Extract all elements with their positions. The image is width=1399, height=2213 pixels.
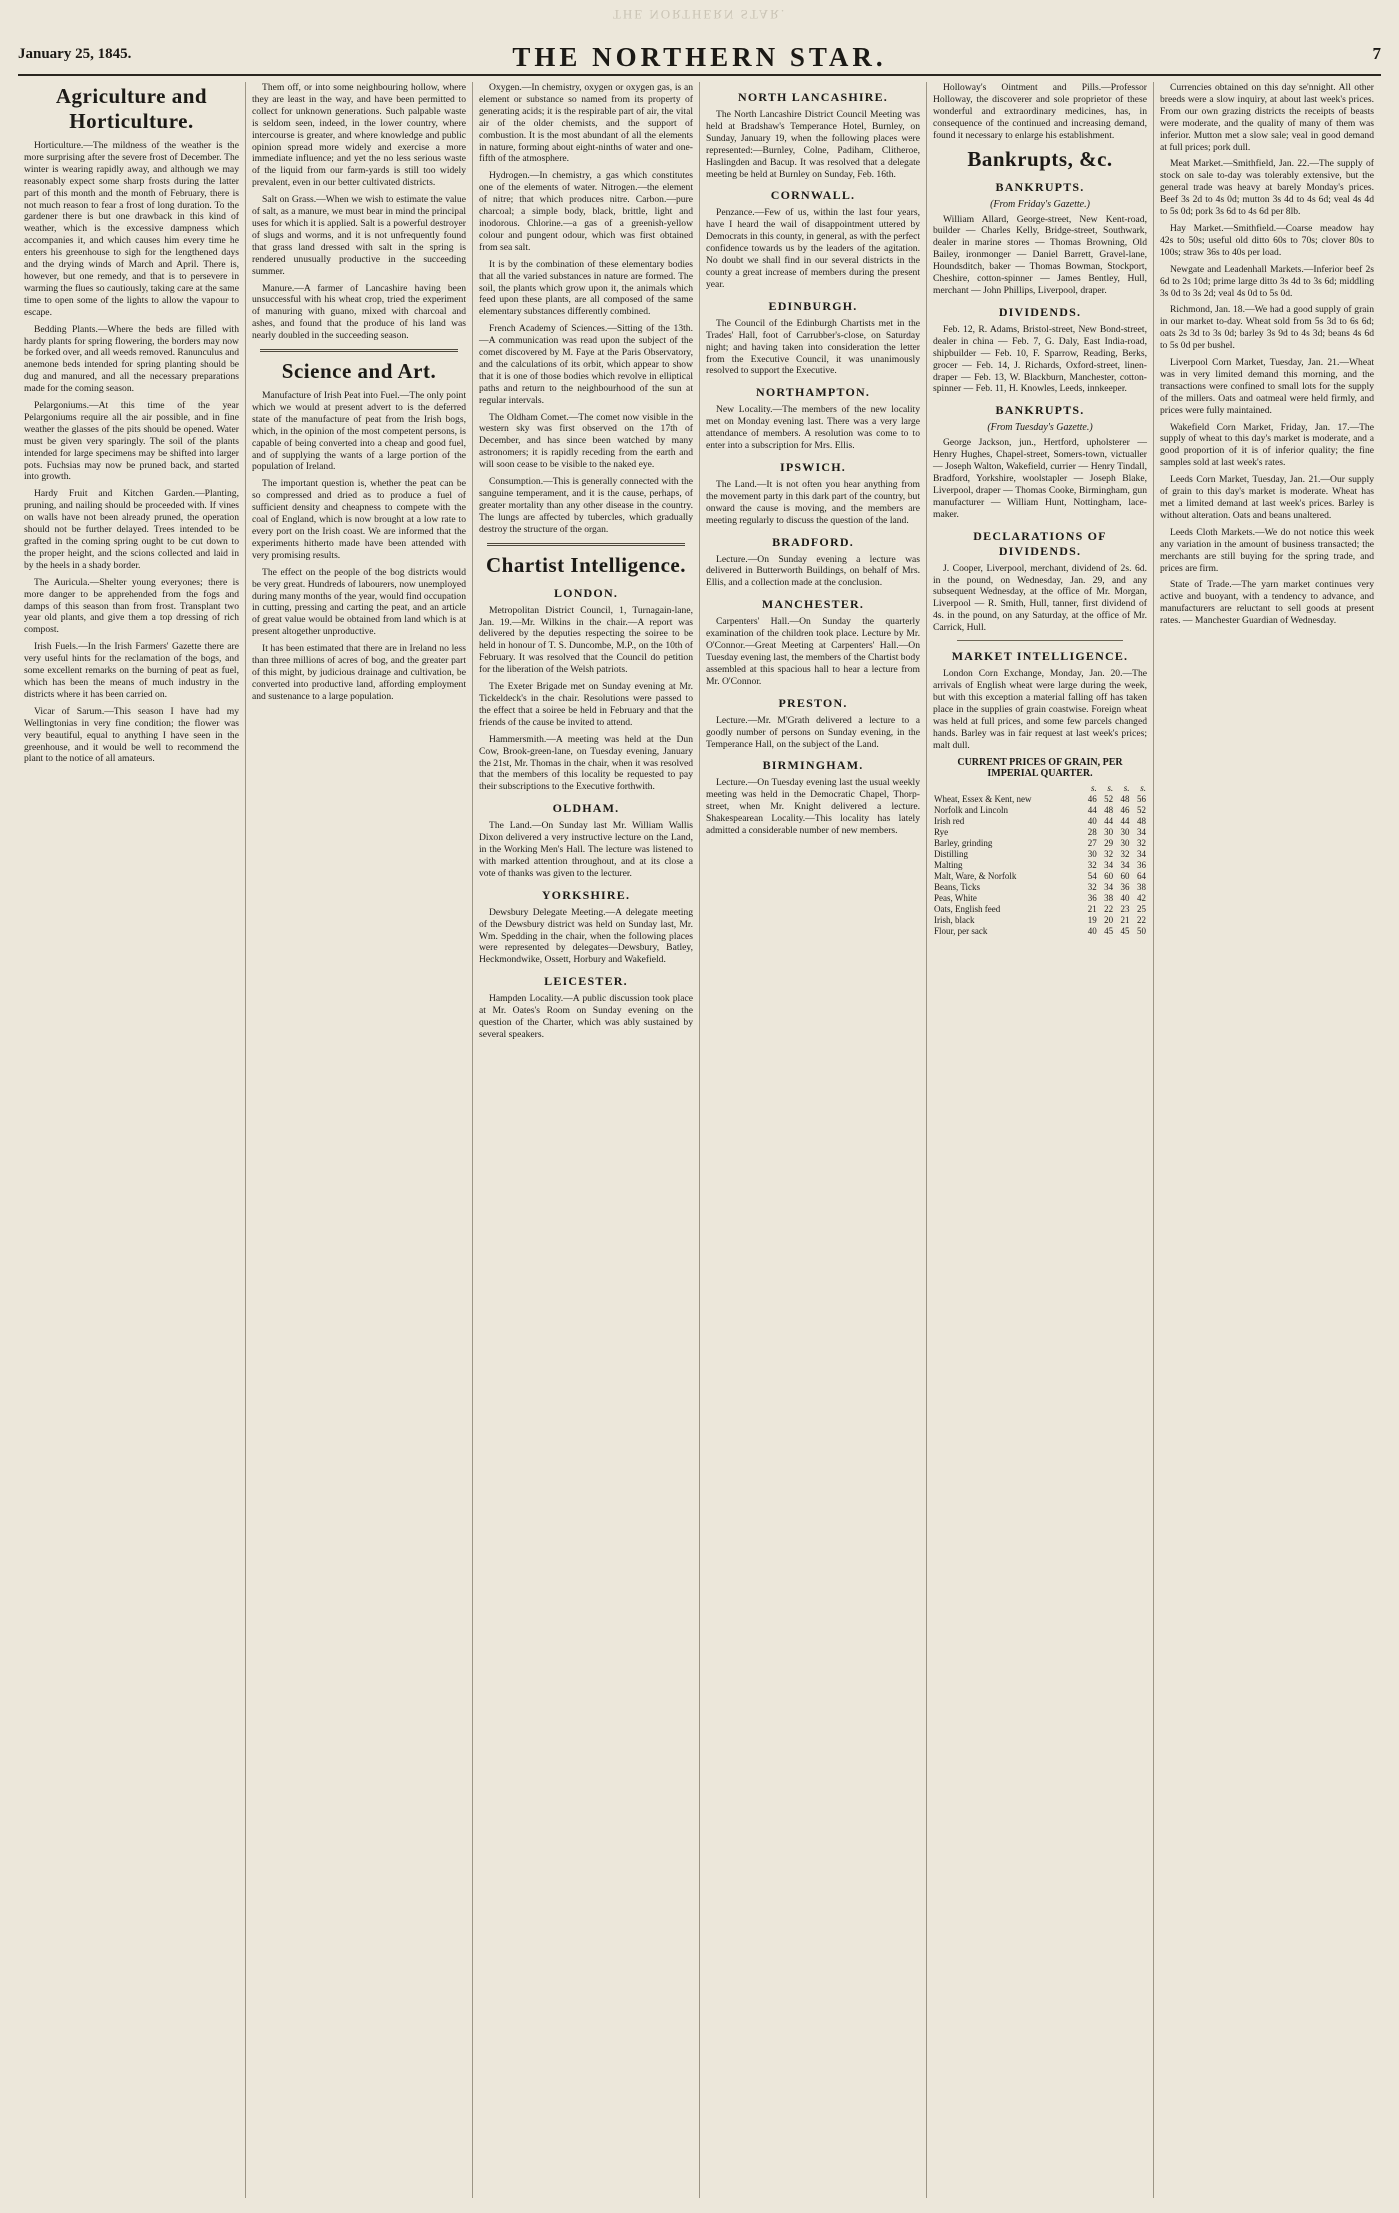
price-cell: 34 (1104, 860, 1114, 871)
article-paragraph: J. Cooper, Liverpool, merchant, dividend of 2s. 6d. in the pound, on Wednesday, Jan. 29, and any subsequent Wednesday, at the office of Mr. Morgan, Liverpool — R. Smith, Hull, tanner, first dividend of 4s. in the pound, on any Saturday, at the office of Mr. Carrick, Hull. (933, 562, 1147, 634)
table-row (933, 926, 1147, 937)
heading-bradford: BRADFORD. (772, 534, 854, 549)
masthead (18, 40, 1381, 76)
price-cell: 32 (1137, 838, 1146, 849)
grain-prices-table (933, 782, 1147, 937)
grain-name-cell: Irish red (934, 816, 965, 827)
heading-bankrupts: BANKRUPTS. (995, 179, 1085, 194)
article-paragraph: Hampden Locality.—A public discussion took place at Mr. Oates's Room on Sunday evening on the question of the Charter, which was ably sustained by several speakers. (479, 993, 693, 1040)
article-paragraph: The effect on the people of the bog districts would be very great. Hundreds of labourers, now unemployed during many months of the year, would find occupation in cutting, pressing and carting the peat, and an article of great value would be obtained from land which is at present altogether unproductive. (252, 566, 466, 638)
article-paragraph: New Locality.—The members of the new locality met on Monday evening last. There was a very large attendance of members. A resolution was come to to enter into a subscription for Mrs. Ellis. (706, 404, 920, 452)
article-paragraph: Salt on Grass.—When we wish to estimate the value of salt, as a manure, we must bear in mind the principal uses for which it is applied. Salt is a powerful destroyer of slugs and worms, and it is not unfrequently found that grass land dressed with salt in the spring is rendered unusually productive in the succeeding summer. (252, 194, 466, 277)
price-cell: 48 (1104, 805, 1114, 816)
article-paragraph: The Land.—It is not often you hear anything from the movement party in this dark part of the country, but onward the cause is moving, and the members are meeting regularly to discuss the question of the land. (706, 478, 920, 526)
table-row (933, 794, 1147, 805)
article-paragraph: Meat Market.—Smithfield, Jan. 22.—The supply of stock on sale to-day was tolerably extensive, but the general trade was heavy at barely Monday's prices. Beef 3s 2d to 4s 0d; mutton 3s 4d to 4s 6d; veal 4s 4d to 5s 0d; pork 3s 6d to 4s 6d per 8lb. (1160, 158, 1374, 218)
rule-divider (957, 640, 1123, 641)
price-cell: 30 (1120, 827, 1130, 838)
price-cell: 60 (1104, 871, 1114, 882)
article-paragraph: Newgate and Leadenhall Markets.—Inferior beef 2s 6d to 2s 10d; prime large ditto 3s 4d to 3s 6d; middling 3s 0d to 3s 2d; veal 4s 0d to 5s 0d. (1160, 263, 1374, 299)
price-cell: 34 (1137, 827, 1146, 838)
column-5 (926, 82, 1153, 2198)
table-row (933, 860, 1147, 871)
article-paragraph: Consumption.—This is generally connected with the sanguine temperament, and it is the cause, perhaps, of greater mortality than any other disease in the country. The lungs are affected by tubercles, which gradually destroy the structure of the organ. (479, 476, 693, 535)
article-paragraph: The Land.—On Sunday last Mr. William Wallis Dixon delivered a very instructive lecture on the Land, in the Working Men's Hall. The lecture was listened to with marked attention throughout, and at its close a vote of thanks was given to the lecturer. (479, 820, 693, 879)
heading-preston: PRESTON. (778, 695, 848, 710)
price-cell: 44 (1120, 816, 1130, 827)
newspaper-title: THE NORTHERN STAR. (512, 42, 887, 72)
gazette-subhead: (From Friday's Gazette.) (990, 198, 1090, 210)
article-paragraph: Oxygen.—In chemistry, oxygen or oxygen gas, is an element or substance so named from its property of generating acids; it is the respirable part of air, the vital air of the older chemists, and the support of combustion. It is the most abundant of all the elements in nature, forming about eight-ninths of water and one-fifth of the atmosphere. (479, 82, 693, 165)
article-paragraph: Manure.—A farmer of Lancashire having been unsuccessful with his wheat crop, tried the experiment of manuring with guano, mixed with charcoal and ashes, and found that the produce of his land was nearly doubled in the succeeding season. (252, 282, 466, 342)
table-row (933, 816, 1147, 827)
article-paragraph: It is by the combination of these elementary bodies that all the varied substances in nature are formed. The soil, the plants which grow upon it, the animals which feed upon these plants, are all composed of the same elementary substances differently combined. (479, 258, 693, 318)
price-cell: 34 (1120, 860, 1130, 871)
heading-yorkshire: YORKSHIRE. (541, 887, 631, 902)
grain-name-cell: Oats, English feed (934, 904, 1001, 915)
table-header: s. (1091, 783, 1097, 794)
price-cell: 22 (1104, 904, 1114, 915)
article-paragraph: Liverpool Corn Market, Tuesday, Jan. 21.—Wheat was in very limited demand this morning, and the transactions were confined to small lots for the supply of the millers. Oats and oatmeal were held firmly, and prices were fully maintained. (1160, 357, 1374, 416)
article-paragraph: Hydrogen.—In chemistry, a gas which constitutes one of the elements of water. Nitrogen.—the element of nitre; that which produces nitre. Carbon.—pure charcoal; a simple body, black, brittle, light and inodorous. Chlorine.—a gas of a greenish-yellow colour and pungent odour, which was first obtained from sea salt. (479, 170, 693, 253)
article-paragraph: Feb. 12, R. Adams, Bristol-street, New Bond-street, dealer in china — Feb. 7, G. Daly, East India-road, shipbuilder — Feb. 10, F. Sparrow, Reading, Berks, grocer — Feb. 14, J. Richards, Oxford-street, linen-draper — Feb. 13, W. Blackburn, Manchester, cotton-spinner — Feb. 11, H. Knowles, Leeds, innkeeper. (933, 323, 1147, 395)
heading-birmingham: BIRMINGHAM. (762, 758, 864, 773)
article-paragraph: Lecture.—On Tuesday evening last the usual weekly meeting was held in the Democratic Chapel, Thorp-street, when Mr. Knight delivered a lecture. Shakespearean Locality.—This locality has lately admitted a considerable number of new members. (706, 777, 920, 837)
price-cell: 34 (1137, 849, 1146, 860)
heading-leicester: LEICESTER. (544, 974, 628, 989)
bleed-through-text: THE NORTHERN STAR. (612, 7, 787, 22)
heading-oldham: OLDHAM. (552, 801, 620, 816)
grain-name-cell: Malting (934, 860, 963, 871)
article-paragraph: Pelargoniums.—At this time of the year Pelargoniums require all the air possible, and in fine weather the glasses of the pits should be opened. Water must be given very sparingly. The soil of the plants intended for large specimens may be shifted into larger pots. Fuchsias may now be pruned back, and started into growth. (24, 400, 239, 483)
article-paragraph: Metropolitan District Council, 1, Turnagain-lane, Jan. 19.—Mr. Wilkins in the chair.—A report was delivered by the deputies respecting the soiree to be held in honour of T. S. Duncombe, M.P., on the 10th of February. It was resolved that the Council do petition for the liberation of the Welsh patriots. (479, 604, 693, 676)
grain-name-cell: Peas, White (934, 893, 977, 904)
heading-market-intelligence: MARKET INTELLIGENCE. (951, 649, 1129, 664)
gazette-subhead: (From Tuesday's Gazette.) (987, 422, 1093, 434)
section-title-science: Science and Art. (281, 359, 437, 384)
article-paragraph: Currencies obtained on this day se'nnight. All other breeds were a slow inquiry, at about last week's prices. From our own grazing districts the receipts of beasts were moderate, and the quality of many of them was inferior. Mutton met a slow sale; veal in good demand at full prices; pork dull. (1160, 82, 1374, 153)
page-number: 7 (1372, 44, 1381, 63)
price-cell: 21 (1120, 915, 1130, 926)
heading-london: LONDON. (553, 585, 619, 600)
section-divider (260, 349, 458, 352)
price-cell: 36 (1087, 893, 1097, 904)
price-cell: 36 (1137, 860, 1146, 871)
price-cell: 30 (1087, 849, 1097, 860)
article-paragraph: The Auricula.—Shelter young everyones; there is more danger to be apprehended from the fogs and damps of this season than from frost. Transplant two year old plants, and give them a top dressing of rich compost. (24, 576, 239, 636)
price-cell: 40 (1087, 816, 1097, 827)
column-2 (245, 82, 472, 2198)
article-paragraph: French Academy of Sciences.—Sitting of the 13th.—A communication was read upon the subject of the comet discovered by M. Faye at the Paris Observatory, and the calculations of its orbit, which appear to show that it is one of those bodies which revolve in elliptical paths and return to the neighbourhood of the sun at regular intervals. (479, 323, 693, 406)
column-4 (699, 82, 926, 2198)
article-paragraph: The Exeter Brigade met on Sunday evening at Mr. Tickeldeck's in the chair. Resolutions were passed to the effect that a soiree be held in February and that the friends of the cause be invited to attend. (479, 681, 693, 728)
table-row (933, 893, 1147, 904)
price-cell: 20 (1104, 915, 1114, 926)
article-paragraph: Lecture.—Mr. M'Grath delivered a lecture to a goodly number of persons on Sunday evening, in the Temperance Hall, on the subject of the Land. (706, 714, 920, 750)
heading-edinburgh: EDINBURGH. (768, 298, 858, 313)
section-title-agriculture: Agriculture and Horticulture. (55, 84, 208, 133)
price-cell: 21 (1087, 904, 1097, 915)
article-paragraph: State of Trade.—The yarn market continues very active and buoyant, with a tendency to advance, and manufacturers are reluctant to sell goods at present rates. — Manchester Guardian of Wednesday. (1160, 579, 1374, 627)
price-cell: 48 (1137, 816, 1146, 827)
price-cell: 25 (1137, 904, 1146, 915)
grain-name-cell: Distilling (934, 849, 969, 860)
price-cell: 42 (1137, 893, 1146, 904)
price-cell: 60 (1120, 871, 1130, 882)
article-paragraph: Vicar of Sarum.—This season I have had my Wellingtonias in very fine condition; the flower was very beautiful, equal to anything I have seen in the greenhouse, and it would be well to recommend the plant to the notice of all amateurs. (24, 705, 239, 765)
grain-name-cell: Wheat, Essex & Kent, new (934, 794, 1032, 805)
article-paragraph: Hardy Fruit and Kitchen Garden.—Planting, pruning, and nailing should be proceeded with. If vines on walls have not been already pruned, the operation should not be further delayed. Trees intended to be grafted in the coming spring ought to be cut down to the proper height, and the scions collected and laid in by the heels in a shady border. (24, 488, 239, 571)
table-row (933, 849, 1147, 860)
article-paragraph: The Council of the Edinburgh Chartists met in the Trades' Hall, foot of Carrubber's-close, on Saturday night; and having taken into consideration the letter from the Executive Council, it was unanimously resolved to support the Executive. (706, 317, 920, 377)
section-divider (487, 543, 685, 546)
price-cell: 45 (1104, 926, 1114, 937)
table-row (933, 805, 1147, 816)
issue-date: January 25, 1845. (18, 46, 132, 62)
price-cell: 52 (1104, 794, 1114, 805)
table-row (933, 827, 1147, 838)
table-header-row (933, 782, 1147, 794)
price-cell: 34 (1104, 882, 1114, 893)
heading-cornwall: CORNWALL. (770, 188, 856, 203)
price-cell: 52 (1137, 805, 1146, 816)
article-paragraph: Manufacture of Irish Peat into Fuel.—The only point which we would at present advert to is the deferred state of the manufacture of peat from the Irish bogs, which, in the opinion of the most competent persons, is capable of being converted into a cheap and good fuel, and of supplying the wants of a large portion of the population of Ireland. (252, 390, 466, 473)
grain-name-cell: Irish, black (934, 915, 975, 926)
table-header: s. (1140, 783, 1146, 794)
column-6 (1153, 82, 1380, 2198)
price-cell: 38 (1137, 882, 1146, 893)
table-row (933, 838, 1147, 849)
newspaper-columns (18, 82, 1381, 2198)
price-cell: 40 (1087, 926, 1097, 937)
price-cell: 46 (1120, 805, 1130, 816)
grain-name-cell: Barley, grinding (934, 838, 993, 849)
grain-prices-caption: CURRENT PRICES OF GRAIN, PER IMPERIAL QUARTER. (957, 757, 1123, 780)
article-paragraph: William Allard, George-street, New Kent-road, builder — Charles Kelly, Bridge-street, Southwark, dealer in marine stores — Thomas Browning, Old Bailey, ironmonger — Daniel Barrett, Gravel-lane, Houndsditch, baker — Thomas Bowman, Stockport, Cheshire, cotton-spinner — James Bentley, Hull, merchant — John Phillips, Liverpool, draper. (933, 213, 1147, 296)
article-paragraph: Richmond, Jan. 18.—We had a good supply of grain in our market to-day. Wheat sold from 5s 3d to 6s 6d; oats 2s 3d to 3s 0d; barley 3s 9d to 4s 3d; beans 4s 6d to 5s 0d per bushel. (1160, 304, 1374, 352)
table-header: s. (1107, 783, 1114, 794)
table-row (933, 904, 1147, 915)
heading-bankrupts-tuesday: BANKRUPTS. (995, 403, 1085, 418)
article-paragraph: Penzance.—Few of us, within the last four years, have I heard the wail of disappointment uttered by Democrats in this county, in general, as with the perfect confidence towards us by the leaders of the agitation. No doubt we shall find in our several districts in the county a great increase of members during the present year. (706, 207, 920, 290)
price-cell: 32 (1087, 882, 1097, 893)
article-paragraph: It has been estimated that there are in Ireland no less than three millions of acres of bog, and the greater part of this might, by judicious drainage and cultivation, be converted into productive land, affording employment and sustenance to a large population. (252, 643, 466, 702)
section-title-chartist: Chartist Intelligence. (486, 552, 686, 577)
article-paragraph: Bedding Plants.—Where the beds are filled with hardy plants for spring flowering, the borders may now be forked over, and all weeds removed. Ranunculus and anemone beds intended for spring planting should be dug and manured, and all the necessary preparations made for the coming season. (24, 323, 239, 395)
grain-name-cell: Beans, Ticks (934, 882, 981, 893)
article-paragraph: Horticulture.—The mildness of the weather is the more surprising after the severe frost of December. The winter is wearing rapidly away, and although we may reasonably expect some sharp frosts during the latter part of this month and the month of February, there is not much reason to fear a frost of long duration. To the gardener there is but one drawback in this kind of weather, which is the excessive dampness which accompanies it, and which causes him every time he enters his greenhouse to sigh for the lengthened days and the drying winds of March and April. There is, however, but one remedy, and that is to persevere in warming the flues so cautiously, taking care at the same time to open some of the lights to allow the vapour to escape. (24, 140, 239, 318)
article-paragraph: George Jackson, jun., Hertford, upholsterer — Henry Hughes, Chapel-street, Somers-town, victualler — Joseph Walton, Wakefield, currier — Henry Tindall, Bradford, Yorkshire, woolstapler — Joseph Blake, Liverpool, draper — Thomas Cooke, Birmingham, gun manufacturer — William Hunt, Nottingham, lace-maker. (933, 437, 1147, 520)
price-cell: 56 (1137, 794, 1146, 805)
heading-ipswich: IPSWICH. (780, 459, 846, 474)
price-cell: 28 (1087, 827, 1097, 838)
grain-name-cell: Norfolk and Lincoln (934, 805, 1008, 816)
price-cell: 40 (1120, 893, 1130, 904)
article-paragraph: The Oldham Comet.—The comet now visible in the western sky was first observed on the 17th of December, and has since been watched by many astronomers; it is rapidly receding from the earth and will soon cease to be visible to the naked eye. (479, 411, 693, 471)
grain-name-cell: Flour, per sack (934, 926, 988, 937)
price-cell: 54 (1087, 871, 1097, 882)
article-paragraph: Leeds Corn Market, Tuesday, Jan. 21.—Our supply of grain to this day's market is moderate. Wheat has met a limited demand at last week's prices. Barley is without alteration. Oats and beans unaltered. (1160, 474, 1374, 521)
heading-manchester: MANCHESTER. (761, 597, 865, 612)
column-1 (18, 82, 245, 2198)
article-paragraph: Carpenters' Hall.—On Sunday the quarterly examination of the children took place. Lecture by Mr. O'Connor.—Great Meeting at Carpenters' Hall.—On Tuesday evening last, the members of the Chartist body assembled at this spacious hall to hear a lecture from Mr. O'Connor. (706, 616, 920, 687)
article-paragraph: Holloway's Ointment and Pills.—Professor Holloway, the discoverer and sole proprietor of these wonderful and extraordinary medicines, has, in consequence of the continued and increasing demand, found it necessary to enlarge his establishment. (933, 82, 1147, 141)
price-cell: 46 (1087, 794, 1097, 805)
price-cell: 44 (1087, 805, 1097, 816)
article-paragraph: Dewsbury Delegate Meeting.—A delegate meeting of the Dewsbury district was held on Sunday last, Mr. Wm. Spedding in the chair, when the following places were represented by delegates—Dewsbury, Batley, Heckmondwike, Ossett, Horbury and Wakefield. (479, 906, 693, 966)
price-cell: 45 (1120, 926, 1130, 937)
price-cell: 44 (1104, 816, 1114, 827)
table-row (933, 882, 1147, 893)
article-paragraph: The important question is, whether the peat can be so compressed and dried as to produce a fuel of sufficient density and cheapness to compete with the coal of England, which is now brought at a low rate to every port on the Irish coast. We are informed that the experiments hitherto made have been attended with very promising results. (252, 478, 466, 561)
section-title-bankrupts: Bankrupts, &c. (967, 146, 1113, 171)
price-cell: 36 (1120, 882, 1130, 893)
article-paragraph: Hammersmith.—A meeting was held at the Dun Cow, Brook-green-lane, on Tuesday evening, January the 21st, Mr. Thomas in the chair, when it was resolved that the members of this locality be requested to pay their subscriptions to the Executive forthwith. (479, 733, 693, 793)
heading-northampton: NORTHAMPTON. (755, 385, 871, 400)
table-row (933, 871, 1147, 882)
article-paragraph: Hay Market.—Smithfield.—Coarse meadow hay 42s to 50s; useful old ditto 60s to 70s; clover 80s to 100s; straw 36s to 40s per load. (1160, 222, 1374, 258)
price-cell: 27 (1087, 838, 1097, 849)
price-cell: 22 (1137, 915, 1146, 926)
article-paragraph: Wakefield Corn Market, Friday, Jan. 17.—The supply of wheat to this day's market is moderate, and a good proportion of it is of inferior quality; the fine samples sold at last week's rates. (1160, 421, 1374, 469)
price-cell: 30 (1104, 827, 1114, 838)
article-paragraph: Lecture.—On Sunday evening a lecture was delivered in Butterworth Buildings, on behalf of Mrs. Ellis, and a collection made at the conclusion. (706, 553, 920, 589)
column-3 (472, 82, 699, 2198)
price-cell: 23 (1120, 904, 1130, 915)
price-cell: 64 (1137, 871, 1146, 882)
article-paragraph: The North Lancashire District Council Meeting was held at Bradshaw's Temperance Hotel, Burnley, on Sunday, January 19, when the following places were represented:—Burnley, Colne, Padiham, Clitheroe, Haslingden and Bacup. It was resolved that a delegate meeting be held at Burnley on Sunday, Feb. 16th. (706, 109, 920, 180)
table-row (933, 915, 1147, 926)
grain-name-cell: Rye (934, 827, 949, 838)
article-paragraph: London Corn Exchange, Monday, Jan. 20.—The arrivals of English wheat were large during the week, but with this exception a material falling off has taken place in the supplies of grain coastwise. Foreign wheat was held at full prices, and some few parcels changed hands. Barley was in fair request at last week's prices; malt dull. (933, 668, 1147, 751)
price-cell: 32 (1120, 849, 1130, 860)
price-cell: 19 (1087, 915, 1097, 926)
price-cell: 48 (1120, 794, 1130, 805)
article-paragraph: Irish Fuels.—In the Irish Farmers' Gazette there are very useful hints for the reclamation of the bogs, and some excellent remarks on the burning of peat as fuel, which has been the means of much industry in the districts where it has been carried on. (24, 641, 239, 700)
price-cell: 29 (1104, 838, 1114, 849)
price-cell: 32 (1087, 860, 1097, 871)
grain-name-cell: Malt, Ware, & Norfolk (934, 871, 1017, 882)
heading-dividends: DIVIDENDS. (998, 304, 1082, 319)
article-paragraph: Leeds Cloth Markets.—We do not notice this week any variation in the amount of business transacted; the merchants are still buying for the spring trade, and prices are firm. (1160, 526, 1374, 574)
heading-declarations: DECLARATIONS OF DIVIDENDS. (973, 528, 1107, 558)
price-cell: 30 (1120, 838, 1130, 849)
price-cell: 50 (1137, 926, 1146, 937)
price-cell: 32 (1104, 849, 1114, 860)
heading-north-lancashire: NORTH LANCASHIRE. (738, 90, 888, 104)
table-header (933, 782, 1081, 794)
article-paragraph: Them off, or into some neighbouring hollow, where they are least in the way, and have been permitted to collect for unknown generations. Such palpable waste is seldom seen, indeed, in the lower country, where intercourse is greater, and where knowledge and public opinion spread more widely and exercise a more immediate influence; and yet the no less serious waste of the liquid from our farm-yards is still too widely prevalent, even in our better cultivated districts. (252, 82, 466, 189)
price-cell: 38 (1104, 893, 1114, 904)
table-header: s. (1123, 783, 1130, 794)
